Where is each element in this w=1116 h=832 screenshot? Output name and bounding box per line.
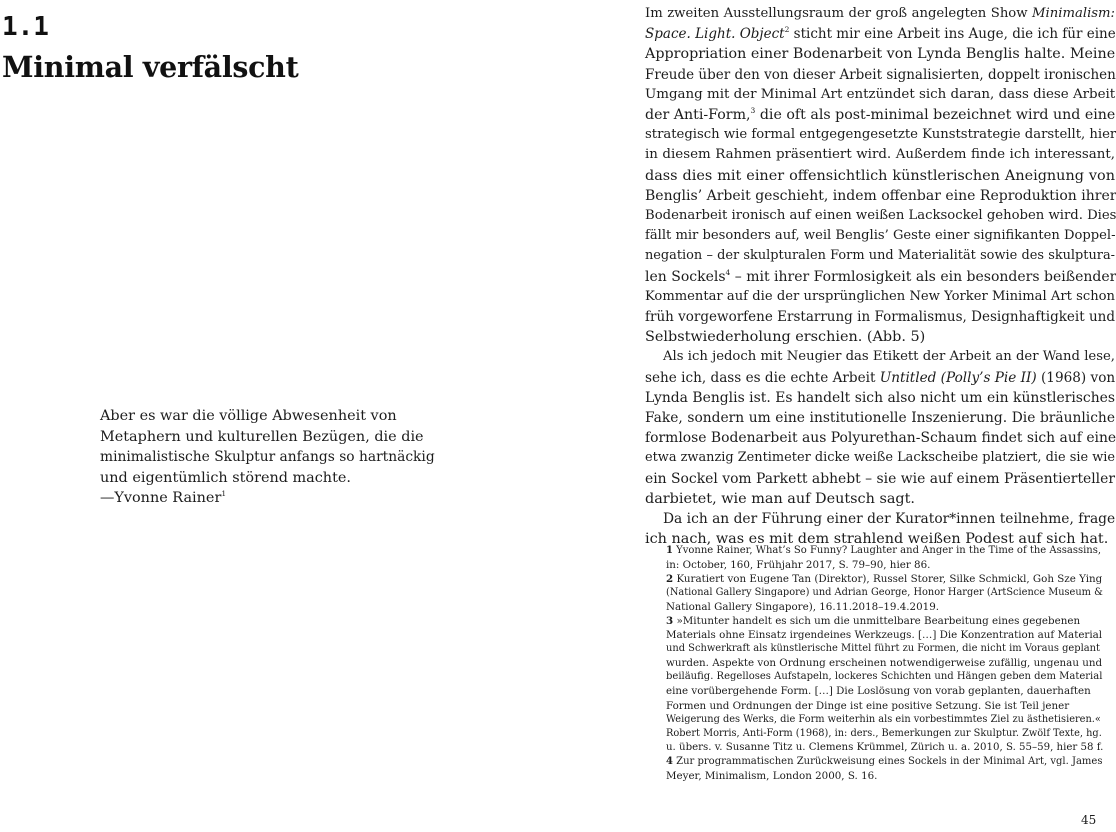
- footnote-line: 1 Yvonne Rainer, What’s So Funny? Laughter and Anger in the Time of the Assassins,: [666, 545, 1102, 556]
- footnote-ref[interactable]: 4: [725, 267, 731, 277]
- text-line: Benglis’ Arbeit geschieht, indem offenbar eine Reproduktion ihrer: [645, 187, 1116, 204]
- attribution-text: —Yvonne Rainer: [100, 490, 222, 506]
- footnote-ref[interactable]: 2: [784, 25, 790, 35]
- footnote-number: 1: [666, 545, 673, 556]
- epigraph: [100, 406, 435, 509]
- text-line: früh vorgeworfene Erstarrung in Formalismus, Designhaftigkeit und: [645, 309, 1115, 326]
- footnote-line: Weigerung des Werks, die Form weiterhin als ein vorbestimmtes Ziel zu ästhetisieren.«: [666, 713, 1101, 725]
- text-line: Bodenarbeit ironisch auf einen weißen Lacksockel gehoben wird. Dies: [645, 208, 1116, 224]
- text-line: Kommentar auf die der ursprünglichen New Yorker Minimal Art schon: [645, 288, 1115, 304]
- footnote-line: Meyer, Minimalism, London 2000, S. 16.: [666, 769, 878, 782]
- footnote-line: Materials ohne Einsatz irgendeines Werkzeugs. […] Die Konzentration auf Material: [666, 629, 1103, 642]
- text-line: Space. Light. Object$^2$ sticht mir eine Arbeit ins Auge, die ich für eine: [645, 25, 1116, 43]
- text-line: negation – der skulpturalen Form und Materialität sowie des skulptura-: [645, 248, 1115, 264]
- text-line: Im zweiten Ausstellungsraum der groß angelegten Show Minimalism:: [645, 6, 1115, 21]
- epigraph-line: Aber es war die völlige Abwesenheit von: [100, 408, 397, 424]
- footnotes: [666, 544, 1102, 783]
- epigraph-line: Metaphern und kulturellen Bezügen, die die: [100, 428, 424, 445]
- text-line: Lynda Benglis ist. Es handelt sich also nicht um ein künstlerisches: [645, 389, 1115, 406]
- text-line: len Sockels$^4$ – mit ihrer Formlosigkeit als ein besonders beißender: [645, 267, 1116, 285]
- text-line: Fake, sondern um eine institutionelle Inszenierung. Die bräunliche: [645, 410, 1115, 427]
- text-line: ich nach, was es mit dem strahlend weißen Podest auf sich hat.: [645, 531, 1109, 548]
- footnote-line: (National Gallery Singapore) und Adrian George, Honor Harger (ArtScience Museum &: [666, 587, 1103, 599]
- footnote-line: und Schwerkraft als künstlerische Mittel führt zu Formen, die nicht im Voraus geplant: [666, 643, 1100, 655]
- footnote-ref[interactable]: 1: [221, 489, 227, 498]
- footnote-line: u. übers. v. Susanne Titz u. Clemens Krümmel, Zürich u. a. 2010, S. 55–59, hier 58 f.: [666, 741, 1104, 753]
- text-line: der Anti-Form,$^3$ die oft als post-minimal bezeichnet wird und eine: [645, 106, 1116, 124]
- footnote-line: beiläufig. Regelloses Aufstapeln, lockeres Schichten und Hängen geben dem Material: [666, 671, 1103, 683]
- text-line: fällt mir besonders auf, weil Benglis’ Geste einer signifikanten Doppel-: [645, 228, 1116, 244]
- text-line: Als ich jedoch mit Neugier das Etikett der Arbeit an der Wand lese,: [663, 349, 1115, 365]
- text-line: Umgang mit der Minimal Art entzündet sich daran, dass diese Arbeit: [645, 86, 1116, 102]
- text-line: formlose Bodenarbeit aus Polyurethan-Schaum findet sich auf eine: [645, 430, 1116, 447]
- footnote-line: Robert Morris, Anti-Form (1968), in: ders., Bemerkungen zur Skulptur. Zwölf Texte, hg.: [666, 727, 1102, 739]
- footnote-line: eine vorübergehende Form. […] Die Loslösung von vorab geplanten, dauerhaften: [666, 685, 1091, 698]
- chapter-title: Minimal verfälscht: [2, 50, 299, 84]
- footnote-number: 4: [666, 755, 673, 767]
- text-line: ein Sockel vom Parkett abhebt – sie wie auf einem Präsentierteller: [645, 470, 1115, 487]
- footnote-line: wurden. Aspekte von Ordnung erscheinen notwendigerweise zufällig, ungenau und: [666, 657, 1103, 670]
- text-line: strategisch wie formal entgegengesetzte Kunststrategie darstellt, hier: [645, 127, 1116, 143]
- chapter-number: 1.1: [2, 12, 49, 42]
- footnote-ref[interactable]: 3: [750, 106, 756, 116]
- text-line: sehe ich, dass es die echte Arbeit Untitled (Polly’s Pie II) (1968) von: [645, 369, 1116, 386]
- footnote-line: 4 Zur programmatischen Zurückweisung eines Sockels in der Minimal Art, vgl. James: [666, 755, 1103, 767]
- epigraph-line: minimalistische Skulptur anfangs so hartnäckig: [100, 449, 435, 465]
- text-line: Appropriation einer Bodenarbeit von Lynda Benglis halte. Meine: [645, 46, 1116, 63]
- footnote-line: 2 Kuratiert von Eugene Tan (Direktor), Russel Storer, Silke Schmickl, Goh Sze Ying: [666, 573, 1103, 586]
- text-line: darbietet, wie man auf Deutsch sagt.: [645, 490, 915, 507]
- epigraph-attribution: [100, 488, 435, 509]
- main-text: [645, 4, 1115, 549]
- text-line: etwa zwanzig Zentimeter dicke weiße Lackscheibe platziert, die sie wie: [645, 450, 1115, 466]
- text-line: Freude über den von dieser Arbeit signalisierten, doppelt ironischen: [645, 66, 1116, 83]
- footnote-number: 3: [666, 615, 674, 628]
- text-line: Selbstwiederholung erschien. (Abb. 5): [645, 329, 926, 346]
- footnote-line: Formen und Ordnungen der Dinge ist eine positive Setzung. Sie ist Teil jener: [666, 699, 1070, 712]
- epigraph-line: und eigentümlich störend machte.: [100, 469, 351, 486]
- text-line: Da ich an der Führung einer der Kurator*innen teilnehme, frage: [663, 511, 1116, 528]
- footnote-line: 3 »Mitunter handelt es sich um die unmittelbare Bearbeitung eines gegebenen: [666, 615, 1081, 628]
- text-line: in diesem Rahmen präsentiert wird. Außerdem finde ich interessant,: [645, 147, 1115, 163]
- page-number: 45: [1081, 813, 1097, 827]
- footnote-line: in: October, 160, Frühjahr 2017, S. 79–90, hier 86.: [666, 559, 931, 572]
- footnote-line: National Gallery Singapore), 16.11.2018–19.4.2019.: [666, 601, 940, 614]
- text-line: dass dies mit einer offensichtlich künstlerischen Aneignung von: [645, 167, 1115, 184]
- footnote-number: 2: [666, 573, 674, 586]
